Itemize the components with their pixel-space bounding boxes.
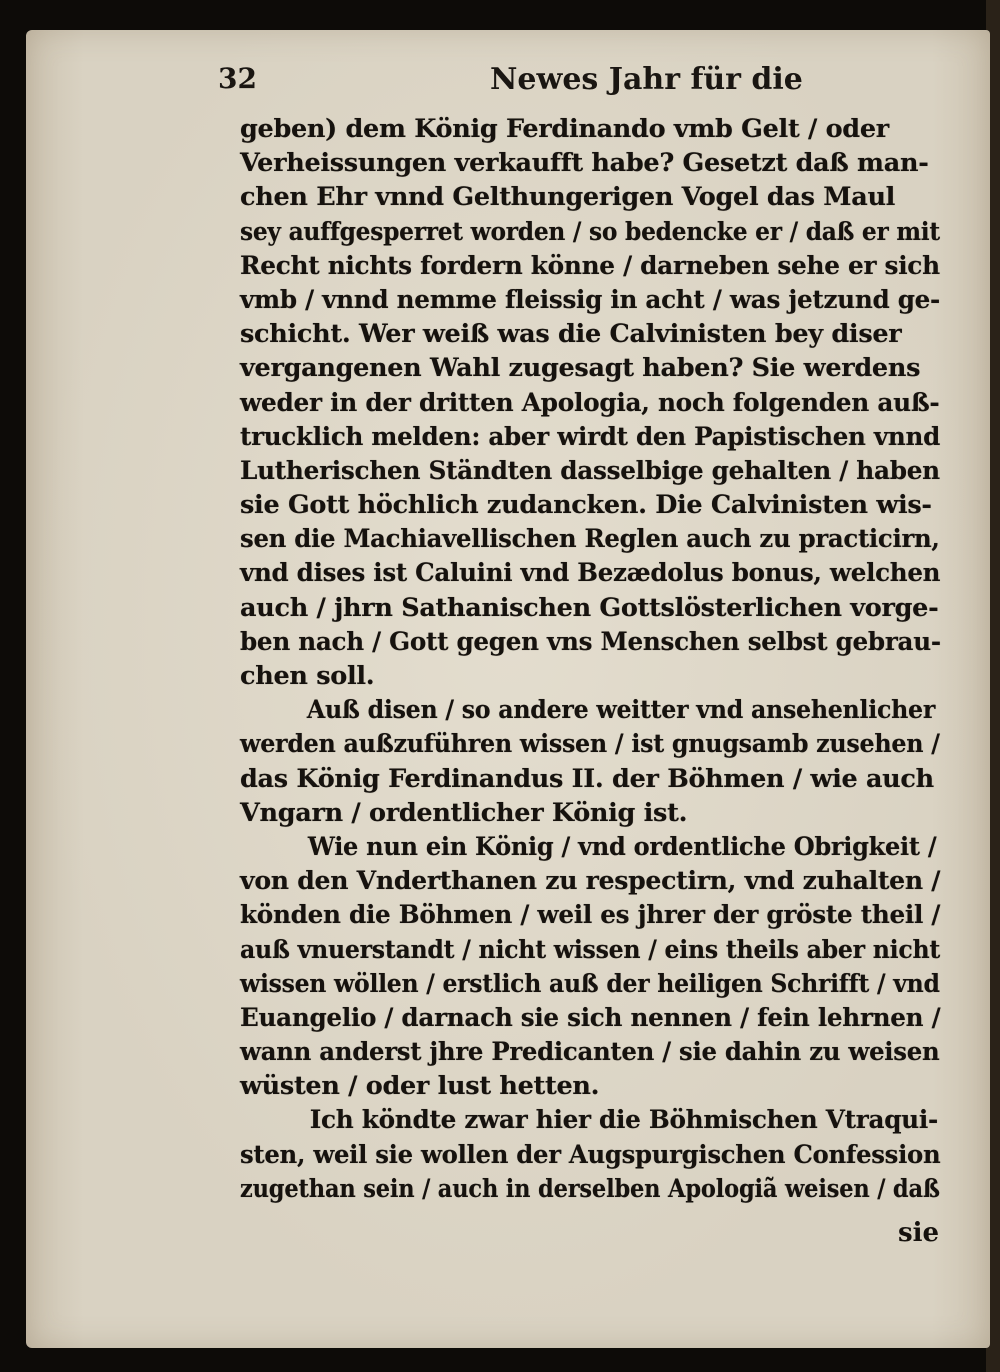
text-line: chen soll.: [240, 661, 375, 691]
text-line: Vngarn / ordentlicher König ist.: [240, 797, 688, 828]
text-line: zugethan sein / auch in derselben Apologiã weisen / daß: [240, 1173, 940, 1204]
paragraph-start-line: Wie nun ein König / vnd ordentliche Obrigkeit /: [307, 831, 937, 862]
text-line: von den Vnderthanen zu respectirn, vnd zuhalten /: [240, 866, 941, 897]
page-header: [218, 62, 803, 98]
text-line: Euangelio / darnach sie sich nennen / fein lehrnen /: [240, 1002, 941, 1033]
running-title: Newes Jahr für die: [490, 62, 803, 97]
text-line: sten, weil sie wollen der Augspurgischen Confession: [240, 1139, 941, 1170]
paragraph-start-line: Auß disen / so andere weitter vnd ansehenlicher: [306, 695, 936, 726]
text-line: schicht. Wer weiß was die Calvinisten bey diser: [240, 319, 902, 350]
text-line: werden außzuführen wissen / ist gnugsamb zusehen /: [240, 729, 940, 760]
paragraph-start-line: Ich köndte zwar hier die Böhmischen Vtraqui-: [309, 1105, 938, 1136]
text-line: Recht nichts fordern könne / darneben sehe er sich: [240, 250, 940, 281]
text-line: sey auffgesperret worden / so bedencke er / daß er mit: [240, 216, 940, 247]
body-text: [240, 112, 940, 1206]
text-line: auch / jhrn Sathanischen Gottslösterlichen vorge-: [240, 592, 939, 623]
text-line: wissen wöllen / erstlich auß der heiligen Schrifft / vnd: [240, 968, 940, 999]
text-line: wüsten / oder lust hetten.: [240, 1071, 600, 1102]
text-line: sen die Machiavellischen Reglen auch zu practicirn,: [240, 524, 940, 555]
text-line: vmb / vnnd nemme fleissig in acht / was jetzund ge-: [240, 284, 941, 315]
text-line: sie Gott höchlich zudancken. Die Calvinisten wis-: [240, 490, 932, 521]
text-line: vnd dises ist Caluini vnd Bezædolus bonus, welchen: [240, 558, 941, 589]
text-line: vergangenen Wahl zugesagt haben? Sie werdens: [240, 353, 921, 384]
text-line: ben nach / Gott gegen vns Menschen selbst gebrau-: [240, 626, 941, 657]
page-number: 32: [218, 62, 257, 95]
text-line: auß vnuerstandt / nicht wissen / eins theils aber nicht: [240, 934, 941, 965]
text-line: geben) dem König Ferdinando vmb Gelt / oder: [240, 114, 889, 144]
text-line: das König Ferdinandus II. der Böhmen / wie auch: [240, 763, 934, 794]
text-line: weder in der dritten Apologia, noch folgenden auß-: [240, 387, 940, 418]
text-line: wann anderst jhre Predicanten / sie dahin zu weisen: [240, 1037, 940, 1068]
text-line: trucklich melden: aber wirdt den Papistischen vnnd: [240, 421, 940, 452]
catchword: sie: [898, 1218, 940, 1248]
text-line: chen Ehr vnnd Gelthungerigen Vogel das Maul: [240, 182, 896, 213]
text-line: Verheissungen verkaufft habe? Gesetzt daß man-: [240, 148, 929, 179]
text-line: könden die Böhmen / weil es jhrer der gröste theil /: [240, 900, 941, 931]
text-line: Lutherischen Ständten dasselbige gehalten / haben: [240, 455, 940, 486]
